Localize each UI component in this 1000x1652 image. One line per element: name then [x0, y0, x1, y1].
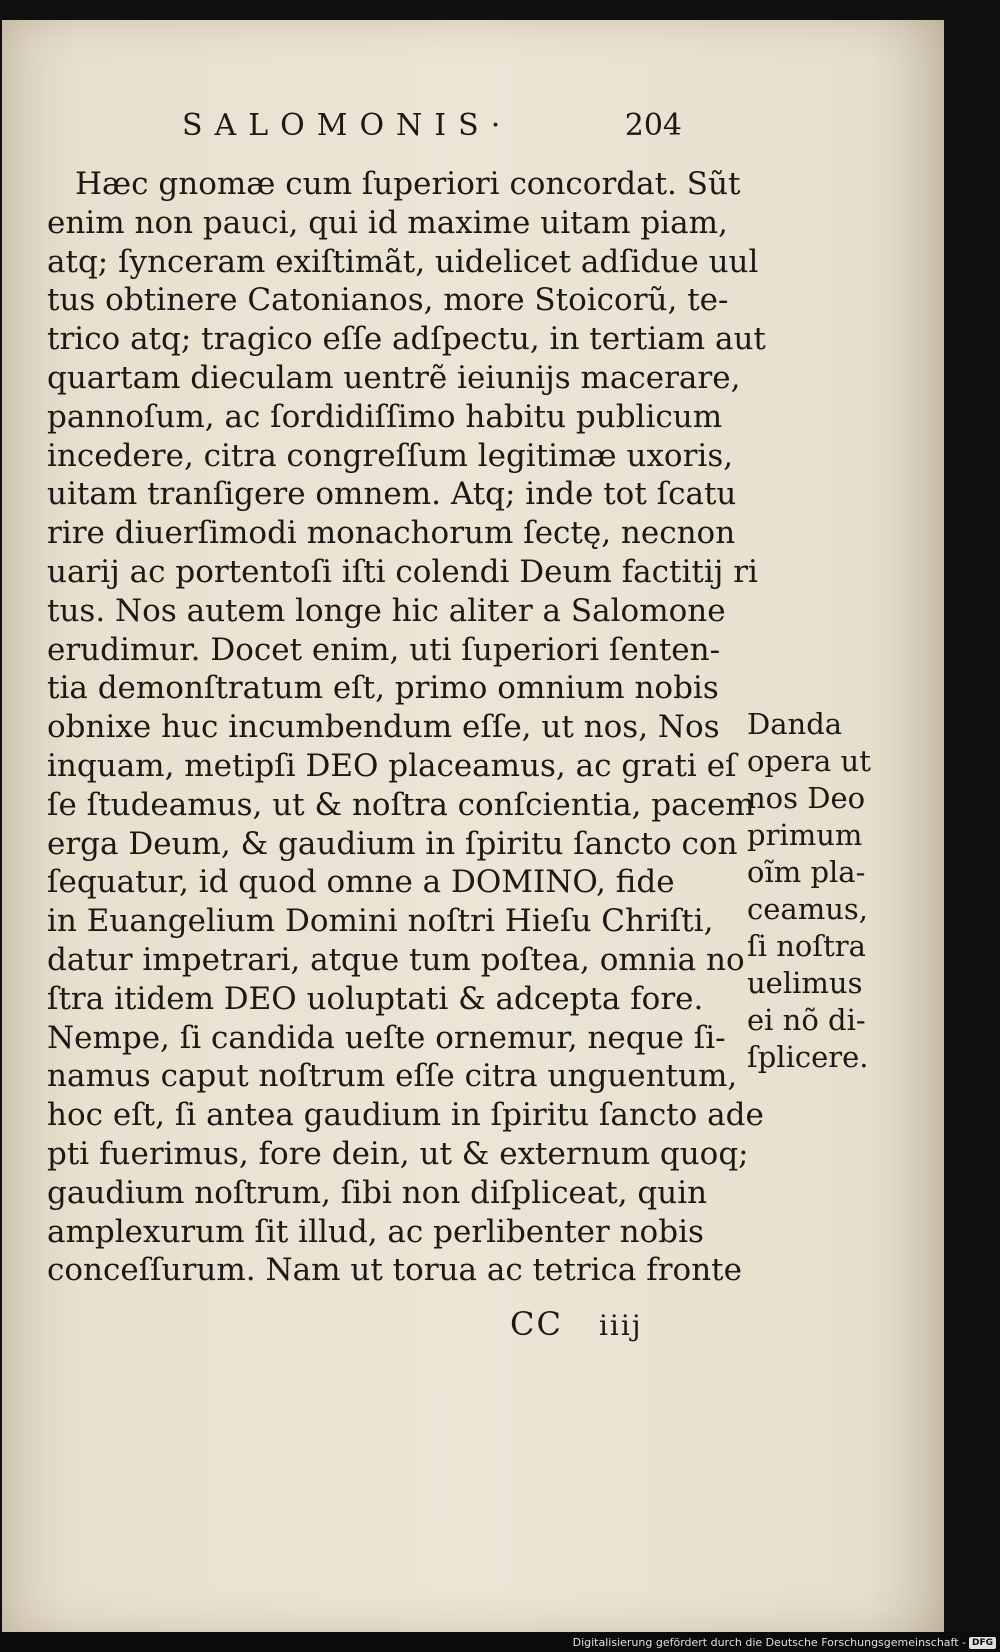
- body-text: [47, 165, 766, 1290]
- text-line: rire diuerſimodi monachorum ſectę, necnon: [47, 515, 736, 552]
- signature-mark: [510, 1305, 643, 1343]
- marginal-note-line: opera ut: [747, 744, 871, 778]
- text-line: trico atq; tragico eſſe adſpectu, in tertiam aut: [47, 321, 766, 358]
- funding-credit: Digitalisierung gefördert durch die Deutsche Forschungsgemeinschaft -: [572, 1636, 966, 1649]
- page-number: 204: [624, 108, 682, 143]
- text-line: ſequatur, id quod omne a DOMINO, fide: [47, 864, 675, 901]
- marginal-note-line: primum: [747, 818, 863, 852]
- text-line: namus caput noſtrum eſſe citra unguentum,: [47, 1058, 738, 1095]
- text-line: tus obtinere Catonianos, more Stoicorũ, te-: [47, 282, 729, 319]
- text-line: hoc eſt, ſi antea gaudium in ſpiritu ſancto ade: [47, 1097, 764, 1134]
- marginal-note-line: ei nõ di-: [747, 1003, 866, 1037]
- text-line: tia demonſtratum eſt, primo omnium nobis: [47, 670, 719, 707]
- marginal-note-line: nos Deo: [747, 781, 866, 815]
- marginal-note: [747, 706, 917, 1076]
- running-head: [182, 108, 682, 143]
- text-line: erga Deum, & gaudium in ſpiritu ſancto con: [47, 825, 738, 862]
- text-line: uarij ac portentoſi iſti colendi Deum factitij ri: [47, 553, 758, 590]
- text-line: uitam tranſigere omnem. Atq; inde tot ſcatu: [47, 476, 737, 513]
- marginal-note-line: Danda: [747, 707, 843, 741]
- text-line: enim non pauci, qui id maxime uitam piam,: [47, 204, 728, 241]
- marginal-note-line: ceamus,: [747, 892, 868, 926]
- text-line: tus. Nos autem longe hic aliter a Salomone: [47, 592, 726, 629]
- text-line: pti fuerimus, fore dein, ut & externum quoq;: [47, 1135, 749, 1172]
- text-line: incedere, citra congreſſum legitimæ uxoris,: [47, 437, 734, 474]
- marginal-note-line: ſplicere.: [747, 1040, 869, 1074]
- footer-bar: [0, 1632, 1000, 1652]
- signature-letters: CC: [510, 1305, 563, 1343]
- text-line: conceſſurum. Nam ut torua ac tetrica fronte: [47, 1252, 742, 1289]
- marginal-note-line: oĩm pla-: [747, 855, 866, 889]
- text-line: Nempe, ſi candida ueſte ornemur, neque ſi-: [47, 1019, 726, 1056]
- text-line: in Euangelium Domini noſtri Hieſu Chriſti,: [47, 903, 714, 940]
- text-line: quartam dieculam uentrẽ ieiunijs macerare,: [47, 359, 741, 396]
- text-line: erudimur. Docet enim, uti ſuperiori ſenten-: [47, 631, 721, 668]
- text-line: inquam, metipſi DEO placeamus, ac grati eſ: [47, 747, 737, 784]
- text-line: atq; ſynceram exiſtimãt, uidelicet adſidue uul: [47, 243, 759, 280]
- running-head-title: SALOMONIS·: [182, 108, 513, 143]
- dfg-logo: DFG: [969, 1637, 996, 1649]
- text-line: obnixe huc incumbendum eſſe, ut nos, Nos: [47, 709, 720, 746]
- text-line: Hæc gnomæ cum ſuperiori concordat. Sũt: [75, 166, 741, 202]
- marginal-note-line: uelimus: [747, 966, 863, 1000]
- text-line: ſe ſtudeamus, ut & noſtra conſcientia, pacem: [47, 786, 755, 823]
- book-page: [2, 20, 944, 1632]
- signature-number: iiij: [598, 1309, 643, 1342]
- text-line: ſtra itidem DEO uoluptati & adcepta fore.: [47, 980, 704, 1017]
- text-line: datur impetrari, atque tum poſtea, omnia no: [47, 941, 745, 978]
- text-line: gaudium noſtrum, ſibi non diſpliceat, quin: [47, 1174, 708, 1211]
- text-line: pannoſum, ac ſordidiſſimo habitu publicum: [47, 398, 723, 435]
- text-line: amplexurum ſit illud, ac perlibenter nobis: [47, 1213, 704, 1250]
- marginal-note-line: ſi noſtra: [747, 929, 866, 963]
